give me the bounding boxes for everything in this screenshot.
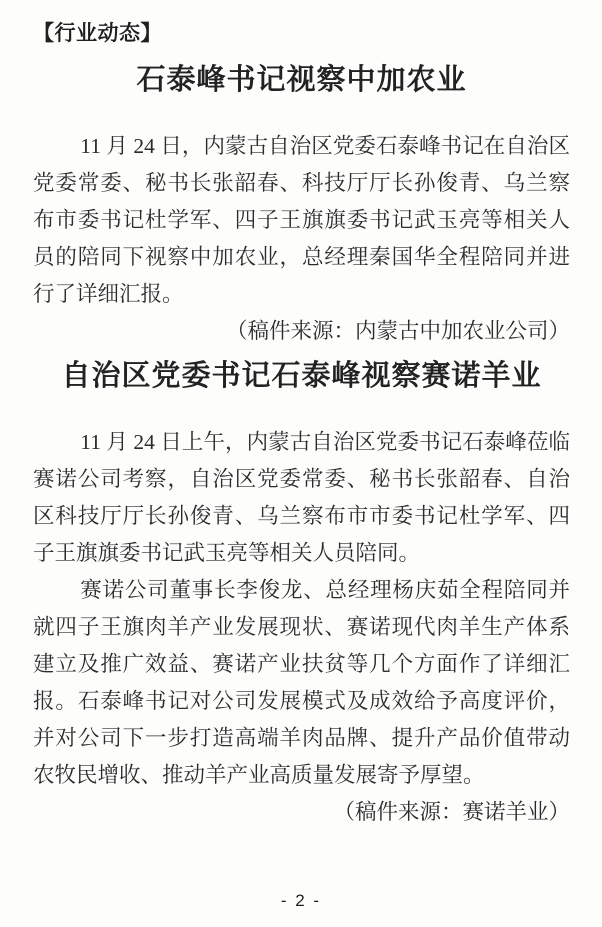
article2-source: （稿件来源：赛诺羊业） [333, 800, 570, 824]
article1-source: （稿件来源：内蒙古中加农业公司） [225, 319, 570, 343]
section-tag: 【行业动态】 [33, 22, 162, 45]
article1-title: 石泰峰书记视察中加农业 [136, 64, 467, 96]
article2-title: 自治区党委书记石泰峰视察赛诺羊业 [61, 360, 542, 392]
article2-paragraph-2: 赛诺公司董事长李俊龙、总经理杨庆茹全程陪同并就四子王旗肉羊产业发展现状、赛诺现代肉羊生产体系建立及推广效益、赛诺产业扶贫等几个方面作了详细汇报。石泰峰书记对公司发展模式及成效给予高度评价，并对公司下一步打造高端羊肉品牌、提升产品价值带动农牧民增收、推动羊产业高质量发展寄予厚望。 [33, 578, 570, 787]
article2-paragraph-1: 11 月 24 日上午，内蒙古自治区党委书记石泰峰莅临赛诺公司考察，自治区党委常委、秘书长张韶春、自治区科技厅厅长孙俊青、乌兰察布市市委书记杜学军、四子王旗旗委书记武玉亮等相关人员陪同。 [33, 430, 570, 565]
article1-paragraph-1: 11 月 24 日，内蒙古自治区党委石泰峰书记在自治区党委常委、秘书长张韶春、科技厅厅长孙俊青、乌兰察布市委书记杜学军、四子王旗旗委书记武玉亮等相关人员的陪同下视察中加农业，总经理秦国华全程陪同并进行了详细汇报。 [33, 134, 570, 306]
page-number: - 2 - [280, 891, 322, 910]
